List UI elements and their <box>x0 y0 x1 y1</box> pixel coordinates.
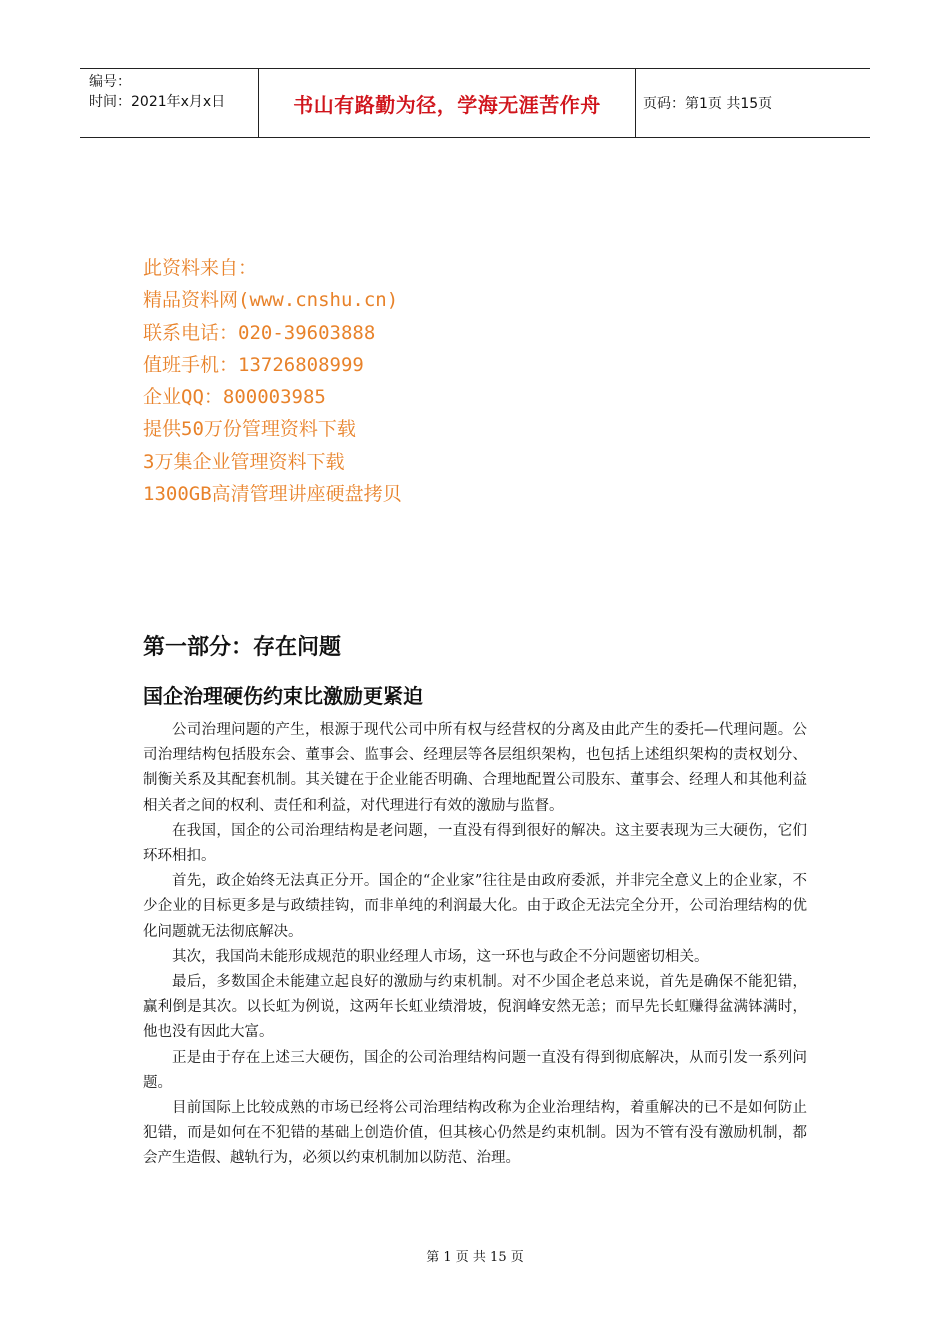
source-line: 企业QQ：800003985 <box>143 386 326 409</box>
source-line: 此资料来自： <box>143 257 258 279</box>
source-line: 联系电话：020-39603888 <box>143 321 376 344</box>
paragraph: 目前国际上比较成熟的市场已经将公司治理结构改称为企业治理结构，着重解决的已不是如何防止犯错，而是如何在不犯错的基础上创造价值，但其核心仍然是约束机制。因为不管有没有激励机制，都会产生造假、越轨行为，必须以约束机制加以防范、治理。 <box>143 1100 807 1167</box>
paragraph: 在我国，国企的公司治理结构是老问题，一直没有得到很好的解决。这主要表现为三大硬伤，它们环环相扣。 <box>143 822 807 865</box>
section-title: 第一部分：存在问题 <box>143 635 342 660</box>
page-code-label: 页码：第1页 共15页 <box>643 96 773 112</box>
page-footer: 第 1 页 共 15 页 <box>426 1250 524 1265</box>
source-line: 1300GB高清管理讲座硬盘拷贝 <box>143 483 402 506</box>
document-number-label: 编号： <box>89 74 131 90</box>
source-info-block <box>143 252 402 510</box>
document-header <box>80 68 870 138</box>
source-line: 精品资料网(www.cnshu.cn) <box>143 289 399 312</box>
paragraph: 其次，我国尚未能形成规范的职业经理人市场，这一环也与政企不分问题密切相关。 <box>172 948 709 965</box>
source-line: 提供50万份管理资料下载 <box>143 418 356 441</box>
source-line: 3万集企业管理资料下载 <box>143 450 345 473</box>
header-page-cell <box>636 69 870 137</box>
header-meta-cell <box>80 69 259 137</box>
paragraph: 首先，政企始终无法真正分开。国企的“企业家”往往是由政府委派，并非完全意义上的企业家，不少企业的目标更多是与政绩挂钩，而非单纯的利润最大化。由于政企无法完全分开，公司治理结构的优化问题就无法彻底解决。 <box>143 873 807 940</box>
paragraph: 最后，多数国企未能建立起良好的激励与约束机制。对不少国企老总来说，首先是确保不能犯错，赢利倒是其次。以长虹为例说，这两年长虹业绩滑坡，倪润峰安然无恙；而早先长虹赚得盆满钵满时，他也没有因此大富。 <box>143 974 807 1041</box>
document-time-label: 时间：2021年x月x日 <box>89 94 226 110</box>
paragraph: 正是由于存在上述三大硬伤，国企的公司治理结构问题一直没有得到彻底解决，从而引发一系列问题。 <box>143 1049 807 1091</box>
source-line: 值班手机：13726808999 <box>143 353 364 376</box>
article-body <box>143 718 807 1172</box>
paragraph: 公司治理问题的产生，根源于现代公司中所有权与经营权的分离及由此产生的委托—代理问题。公司治理结构包括股东会、董事会、监事会、经理层等各层组织架构，也包括上述组织架构的责权划分、制衡关系及其配套机制。其关键在于企业能否明确、合理地配置公司股东、董事会、经理人和其他利益相关者之间的权利、责任和利益，对代理进行有效的激励与监督。 <box>143 722 807 814</box>
article-title: 国企治理硬伤约束比激励更紧迫 <box>143 684 423 708</box>
motto-text: 书山有路勤为径，学海无涯苦作舟 <box>293 92 601 117</box>
header-motto-cell <box>259 69 636 137</box>
